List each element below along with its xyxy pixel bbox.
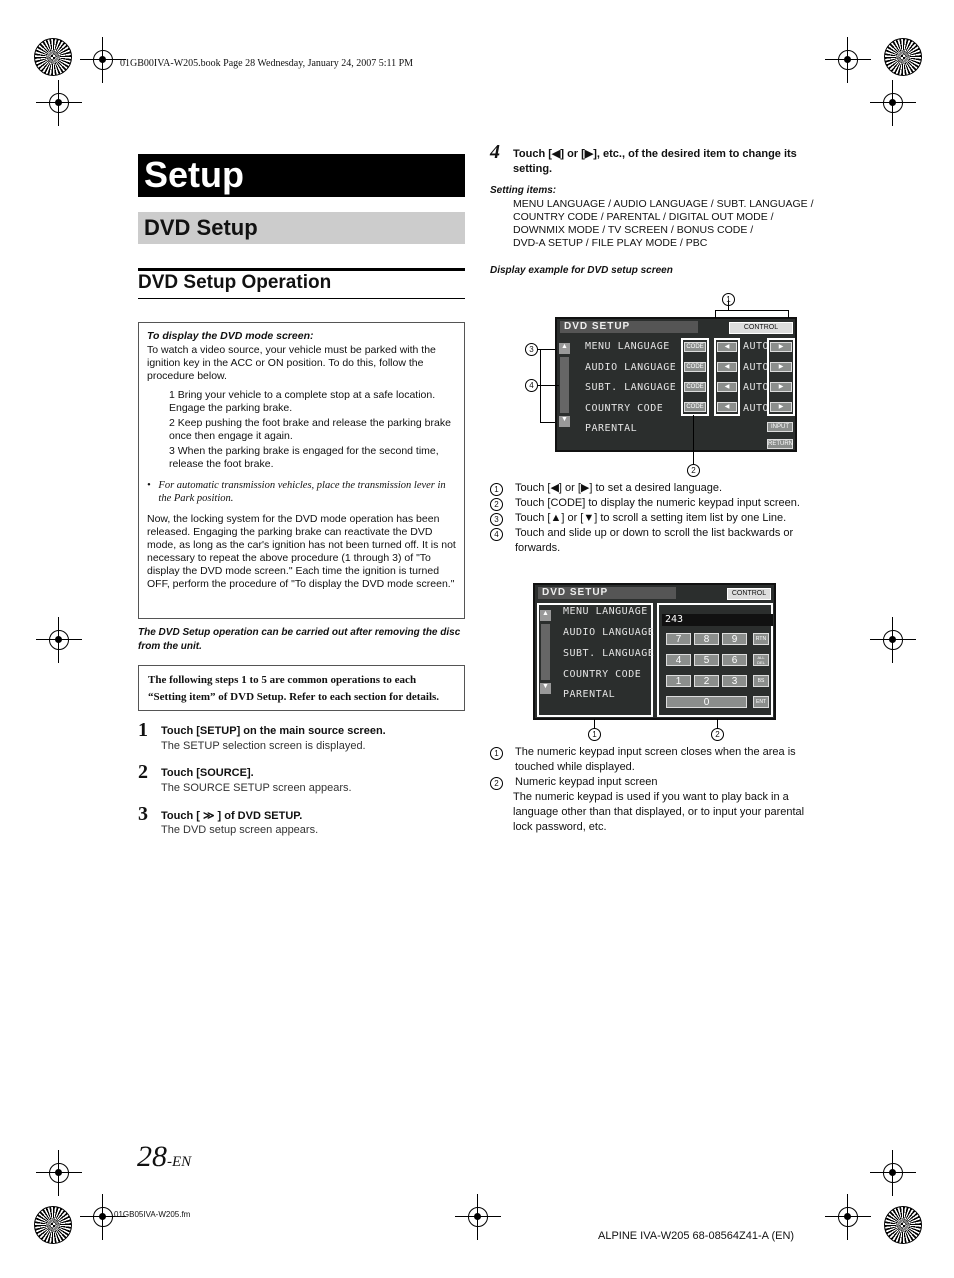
- removal-note: The DVD Setup operation can be carried out after removing the disc from the unit.: [138, 627, 461, 652]
- screen-title: DVD SETUP: [538, 587, 676, 599]
- scroll-slider[interactable]: [560, 357, 569, 413]
- crosshair-mark: [870, 1150, 916, 1196]
- page-number-value: 28: [137, 1140, 167, 1173]
- setting-items-line: DVD-A SETUP / FILE PLAY MODE / PBC: [513, 237, 708, 249]
- key-all-delete[interactable]: ALL DEL: [753, 654, 769, 666]
- keypad-screen: [533, 583, 776, 720]
- legend-text: Touch [◀] or [▶] to set a desired language.: [515, 482, 723, 494]
- screen-title: DVD SETUP: [560, 321, 698, 333]
- box-note: For automatic transmission vehicles, place the transmission lever in the Park position.: [158, 480, 446, 504]
- code-entry-display: 243: [662, 614, 773, 626]
- key-1[interactable]: 1: [666, 675, 691, 687]
- registration-star-top-right: [884, 38, 922, 76]
- step-subtitle: The DVD setup screen appears.: [161, 824, 319, 836]
- footer-file: 01GB05IVA-W205.fm: [114, 1210, 191, 1219]
- callout-line: [540, 422, 555, 423]
- bullet: •: [147, 480, 151, 491]
- subsection-title: DVD Setup: [138, 212, 465, 244]
- callout-line: [715, 310, 789, 311]
- display-example-caption: Display example for DVD setup screen: [490, 265, 673, 276]
- scroll-up-button[interactable]: ▲: [540, 610, 551, 621]
- legend-number: 2: [490, 777, 503, 790]
- legend-number: 1: [490, 747, 503, 760]
- box-step: 1 Bring your vehicle to a complete stop at a safe location. Engage the parking brake.: [169, 389, 436, 414]
- setting-item[interactable]: COUNTRY CODE: [585, 403, 664, 414]
- input-button[interactable]: INPUT: [767, 422, 793, 432]
- crosshair-mark: [36, 617, 82, 663]
- code-button[interactable]: CODE: [684, 402, 706, 412]
- footer-product-code: ALPINE IVA-W205 68-08564Z41-A (EN): [598, 1230, 795, 1242]
- step-number: 1: [138, 719, 148, 741]
- key-6[interactable]: 6: [722, 654, 747, 666]
- key-5[interactable]: 5: [694, 654, 719, 666]
- setting-items-line: COUNTRY CODE / PARENTAL / DIGITAL OUT MODE /: [513, 211, 774, 223]
- right-arrow-button[interactable]: ▶: [770, 402, 792, 412]
- page-number: [137, 1140, 191, 1174]
- scroll-down-button[interactable]: ▼: [559, 416, 570, 427]
- right-arrow-button[interactable]: ▶: [770, 362, 792, 372]
- setting-items-line: DOWNMIX MODE / TV SCREEN / BONUS CODE /: [513, 224, 754, 236]
- crosshair-mark: [825, 37, 871, 83]
- key-backspace[interactable]: BS: [753, 675, 769, 687]
- auto-value: AUTO: [743, 403, 770, 414]
- key-enter[interactable]: ENT: [753, 696, 769, 708]
- setting-item: SUBT. LANGUAGE: [563, 648, 655, 659]
- right-arrow-button[interactable]: ▶: [770, 382, 792, 392]
- box-step: 3 When the parking brake is engaged for the second time, release the foot brake.: [169, 445, 439, 470]
- control-button[interactable]: CONTROL: [729, 322, 793, 334]
- print-header-info: 01GB00IVA-W205.book Page 28 Wednesday, January 24, 2007 5:11 PM: [120, 58, 414, 69]
- heading-rule-top: [138, 268, 465, 271]
- legend-list: [490, 481, 820, 556]
- registration-star-bottom-left: [34, 1206, 72, 1244]
- legend-text: Touch [▲] or [▼] to scroll a setting item list by one Line.: [515, 512, 787, 524]
- step-title: Touch [SOURCE].: [161, 767, 254, 779]
- registration-star-top-left: [34, 38, 72, 76]
- setting-item: PARENTAL: [563, 689, 616, 700]
- common-steps-box: The following steps 1 to 5 are common operations to each “Setting item” of DVD Setup. Refer to each section for details.: [138, 665, 465, 711]
- setting-items-line: MENU LANGUAGE / AUDIO LANGUAGE / SUBT. LANGUAGE /: [513, 198, 814, 210]
- legend-text: Numeric keypad input screen: [515, 776, 658, 788]
- key-2[interactable]: 2: [694, 675, 719, 687]
- setting-item[interactable]: AUDIO LANGUAGE: [585, 362, 677, 373]
- section-title: Setup: [138, 154, 465, 197]
- step-subtitle: The SOURCE SETUP screen appears.: [161, 782, 352, 794]
- box-heading: To display the DVD mode screen:: [147, 330, 314, 342]
- code-button[interactable]: CODE: [684, 362, 706, 372]
- dvd-setup-screen: [555, 317, 797, 452]
- dvd-mode-box: [138, 322, 465, 619]
- setting-item[interactable]: PARENTAL: [585, 423, 638, 434]
- callout-1: 1: [588, 728, 601, 741]
- scroll-slider[interactable]: [541, 624, 550, 680]
- legend-number: 1: [490, 483, 503, 496]
- page-suffix: -EN: [167, 1154, 192, 1170]
- return-button[interactable]: RETURN: [768, 441, 793, 447]
- crosshair-mark: [825, 1194, 871, 1240]
- setting-item: COUNTRY CODE: [563, 669, 642, 680]
- scroll-up-button[interactable]: ▲: [559, 343, 570, 354]
- setting-item[interactable]: MENU LANGUAGE: [585, 341, 670, 352]
- callout-line: [693, 415, 694, 465]
- left-arrow-button[interactable]: ◀: [717, 402, 737, 412]
- box-step: 2 Keep pushing the foot brake and release the parking brake once then engage it again.: [169, 417, 451, 442]
- legend-text: Touch and slide up or down to scroll the list backwards or forwards.: [515, 527, 794, 554]
- callout-line: [788, 310, 789, 318]
- box-paragraph: Now, the locking system for the DVD mode operation has been released. Engaging the parking brake can reactivate the DVD mode, as long as the car's ignition has not been turned off. It is not necessary to repeat the above procedure (1 through 3) of "To display the DVD mode screen." Each time the ignition is turned OFF, perform the procedure of "To display the DVD mode screen.": [147, 513, 456, 590]
- box-intro: To watch a video source, your vehicle must be parked with the ignition key in the ACC or ON position. To do this, follow the procedure below.: [147, 344, 436, 382]
- step-number: 4: [490, 141, 500, 163]
- setting-items-label: Setting items:: [490, 185, 557, 196]
- setting-items-list: [513, 198, 814, 250]
- callout-4: 4: [525, 379, 538, 392]
- key-4[interactable]: 4: [666, 654, 691, 666]
- step-title: Touch [SETUP] on the main source screen.: [161, 725, 386, 737]
- crosshair-mark: [870, 617, 916, 663]
- legend-text: Touch [CODE] to display the numeric keypad input screen.: [515, 497, 800, 509]
- legend-text: The numeric keypad is used if you want to play back in a language other than that displayed, or to input your parental lock password, etc.: [513, 791, 805, 833]
- legend-number: 2: [490, 498, 503, 511]
- key-return[interactable]: RTN: [753, 633, 769, 645]
- legend-list: [490, 745, 820, 835]
- callout-2: 2: [711, 728, 724, 741]
- crosshair-mark: [36, 80, 82, 126]
- callout-1: 1: [722, 293, 735, 306]
- key-9[interactable]: 9: [722, 633, 747, 645]
- left-arrow-button[interactable]: ◀: [717, 382, 737, 392]
- crosshair-mark: [870, 80, 916, 126]
- operation-heading: DVD Setup Operation: [138, 272, 332, 293]
- callout-line: [540, 349, 541, 423]
- setting-item: AUDIO LANGUAGE: [563, 627, 655, 638]
- crosshair-mark: [36, 1150, 82, 1196]
- right-arrow-button[interactable]: ▶: [770, 342, 792, 352]
- crosshair-mark: [455, 1194, 501, 1240]
- auto-value: AUTO: [743, 341, 770, 352]
- key-8[interactable]: 8: [694, 633, 719, 645]
- code-button[interactable]: CODE: [684, 382, 706, 392]
- control-button[interactable]: CONTROL: [727, 588, 771, 600]
- left-arrow-button[interactable]: ◀: [717, 342, 737, 352]
- scroll-down-button[interactable]: ▼: [540, 683, 551, 694]
- heading-rule-bottom: [138, 298, 465, 299]
- step-subtitle: The SETUP selection screen is displayed.: [161, 740, 366, 752]
- callout-line: [715, 310, 716, 318]
- setting-item: MENU LANGUAGE: [563, 606, 648, 617]
- registration-star-bottom-right: [884, 1206, 922, 1244]
- legend-number: 3: [490, 513, 503, 526]
- key-7[interactable]: 7: [666, 633, 691, 645]
- callout-3: 3: [525, 343, 538, 356]
- left-arrow-button[interactable]: ◀: [717, 362, 737, 372]
- step-title: Touch [◀] or [▶], etc., of the desired item to change its setting.: [513, 148, 797, 175]
- code-button[interactable]: CODE: [684, 342, 706, 352]
- legend-text: The numeric keypad input screen closes when the area is touched while displayed.: [515, 746, 796, 773]
- step-number: 3: [138, 803, 148, 825]
- auto-value: AUTO: [743, 362, 770, 373]
- setting-item[interactable]: SUBT. LANGUAGE: [585, 382, 677, 393]
- key-3[interactable]: 3: [722, 675, 747, 687]
- step-number: 2: [138, 761, 148, 783]
- legend-number: 4: [490, 528, 503, 541]
- callout-2: 2: [687, 464, 700, 477]
- auto-value: AUTO: [743, 382, 770, 393]
- callout-line: [537, 385, 559, 386]
- key-0[interactable]: 0: [666, 696, 747, 708]
- step-title: Touch [ ≫ ] of DVD SETUP.: [161, 810, 303, 822]
